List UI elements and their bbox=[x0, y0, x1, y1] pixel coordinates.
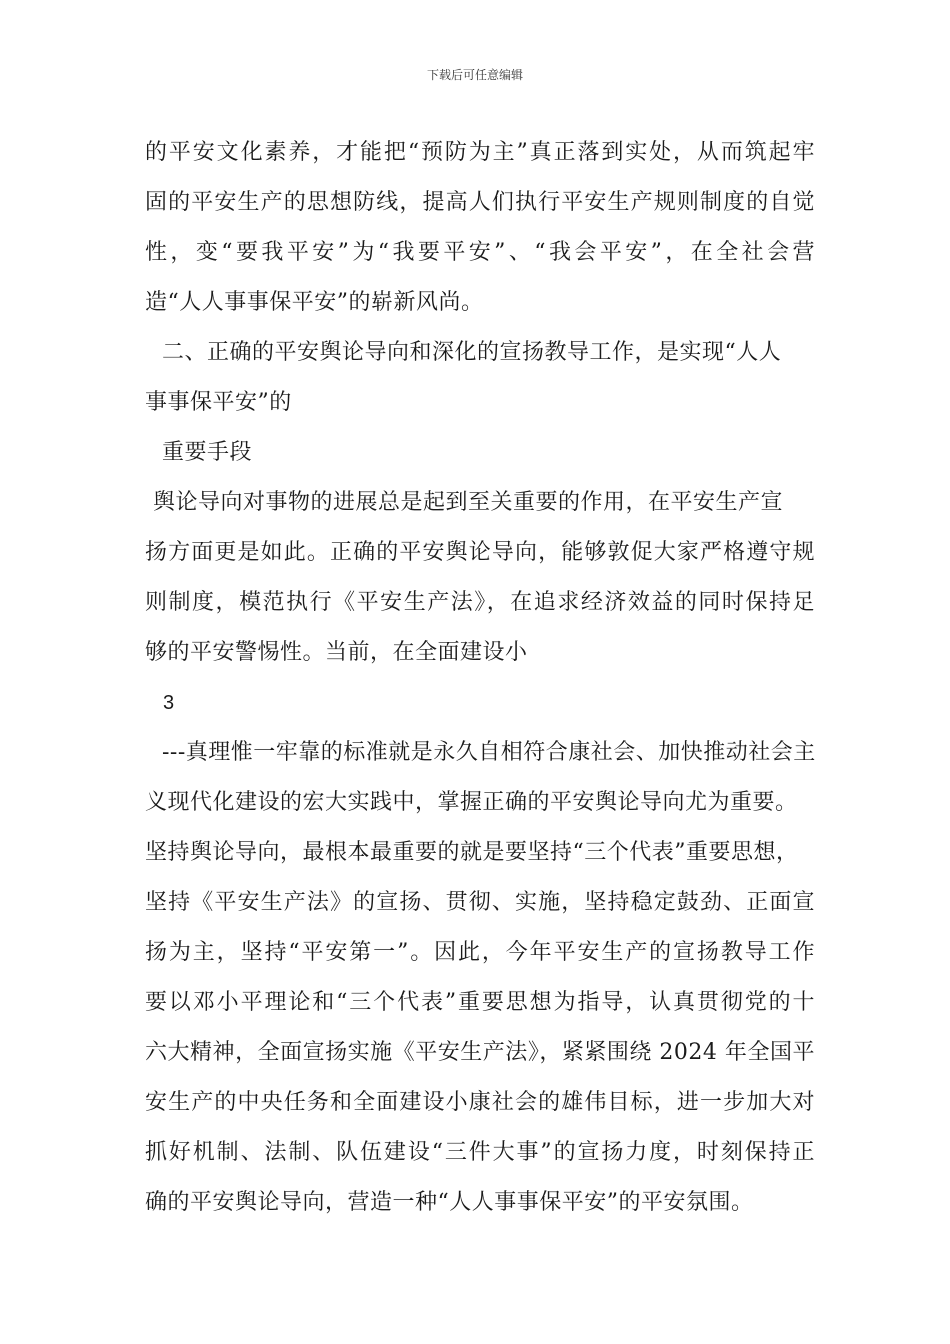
body-line: 六大精神，全面宣扬实施《平安生产法》，紧紧围绕 2024 年全国平 bbox=[145, 1040, 815, 1065]
section-subheading: 重要手段 bbox=[162, 440, 253, 465]
page-header-note: 下载后可任意编辑 bbox=[426, 68, 523, 82]
body-line: 坚持《平安生产法》的宣扬、贯彻、实施，坚持稳定鼓劲、正面宣 bbox=[145, 890, 815, 915]
body-line: ---真理惟一牢靠的标准就是永久自相符合康社会、加快推动社会主 bbox=[162, 740, 816, 765]
document-body bbox=[145, 128, 815, 1228]
body-line: 抓好机制、法制、队伍建设“三件大事”的宣扬力度，时刻保持正 bbox=[145, 1140, 815, 1165]
body-line: 够的平安警惕性。当前，在全面建设小 bbox=[145, 640, 528, 665]
section-heading-line: 事事保平安”的 bbox=[145, 390, 292, 415]
section-heading-line: 二、正确的平安舆论导向和深化的宣扬教导工作，是实现“人人 bbox=[162, 340, 782, 365]
body-line: 性，变“要我平安”为“我要平安”、“我会平安”，在全社会营 bbox=[145, 240, 815, 265]
body-line: 要以邓小平理论和“三个代表”重要思想为指导，认真贯彻党的十 bbox=[145, 990, 815, 1015]
body-line: 安生产的中央任务和全面建设小康社会的雄伟目标，进一步加大对 bbox=[145, 1090, 815, 1115]
page-number: 3 bbox=[163, 692, 175, 714]
body-line: 的平安文化素养，才能把“预防为主”真正落到实处，从而筑起牢 bbox=[145, 140, 815, 165]
body-line: 造“人人事事保平安”的崭新风尚。 bbox=[145, 290, 484, 315]
body-line: 义现代化建设的宏大实践中，掌握正确的平安舆论导向尤为重要。 bbox=[145, 790, 798, 815]
body-line: 舆论导向对事物的进展总是起到至关重要的作用，在平安生产宣 bbox=[153, 490, 784, 515]
body-line: 则制度，模范执行《平安生产法》，在追求经济效益的同时保持足 bbox=[145, 590, 815, 615]
body-line: 确的平安舆论导向，营造一种“人人事事保平安”的平安氛围。 bbox=[145, 1190, 754, 1215]
body-line: 扬为主，坚持“平安第一”。因此，今年平安生产的宣扬教导工作 bbox=[145, 940, 815, 965]
body-line: 扬方面更是如此。正确的平安舆论导向，能够敦促大家严格遵守规 bbox=[145, 540, 815, 565]
body-line: 坚持舆论导向，最根本最重要的就是要坚持“三个代表”重要思想， bbox=[145, 840, 799, 865]
body-line: 固的平安生产的思想防线，提高人们执行平安生产规则制度的自觉 bbox=[145, 190, 815, 215]
